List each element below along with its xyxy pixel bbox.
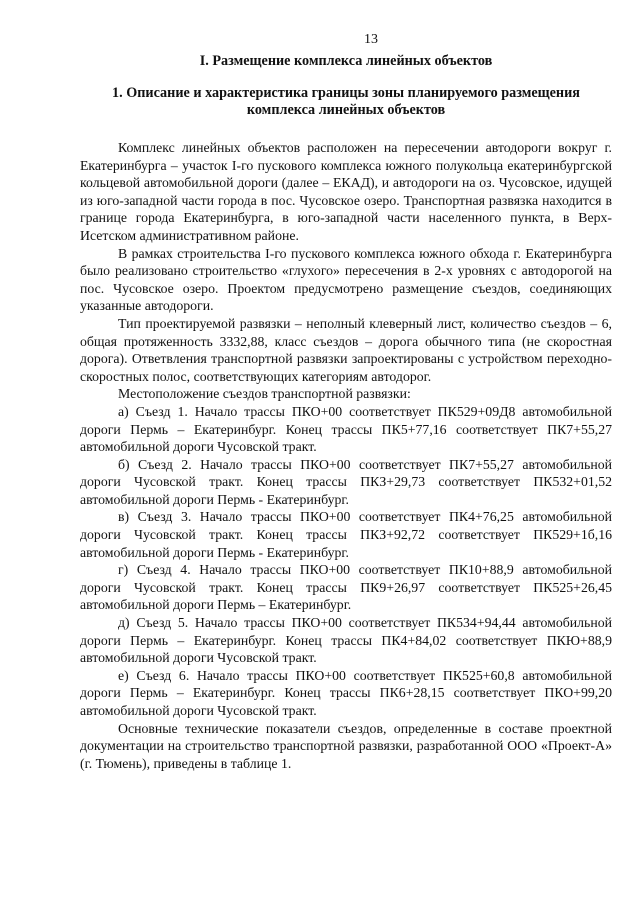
paragraph-interchange-type: Тип проектируемой развязки – неполный клеверный лист, количество съездов – 6, общая протяженность 3332,88, класс съездов – дорога обычного типа (не скоростная дорога). Ответвления транспортной развязки запроектированы с устройством переходно-скоростных полос, соответствующих категориям автодорог. <box>80 315 612 384</box>
paragraph-technical-indicators: Основные технические показатели съездов, определенные в составе проектной документации на строительство транспортной развязки, разработанной ООО «Проект-А» (г. Тюмень), приведены в таблице 1. <box>80 720 612 771</box>
subsection-title: 1. Описание и характеристика границы зоны планируемого размещения комплекса линейных объектов <box>112 85 580 118</box>
paragraph-ramp-3: в) Съезд 3. Начало трассы ПКО+00 соответствует ПК4+76,25 автомобильной дороги Чусовской тракт. Конец трассы ПКЗ+92,72 соответствует ПК529+1б,16 автомобильной дороги Пермь - Екатеринбург. <box>80 509 612 560</box>
paragraph-ramp-6: е) Съезд 6. Начало трассы ПКО+00 соответствует ПК525+60,8 автомобильной дороги Пермь – Екатеринбург. Конец трассы ПК6+28,15 соответствует ПКО+99,20 автомобильной дороги Чусовской тракт. <box>80 667 612 718</box>
section-title: I. Размещение комплекса линейных объектов <box>199 53 493 69</box>
page-number: 13 <box>364 32 378 47</box>
body-text <box>80 139 612 772</box>
paragraph-ramp-2: б) Съезд 2. Начало трассы ПКО+00 соответствует ПК7+55,27 автомобильной дороги Чусовской тракт. Конец трассы ПКЗ+29,73 соответствует ПК532+01,52 автомобильной дороги Пермь - Екатеринбург. <box>80 456 612 507</box>
paragraph-ramps-heading: Местоположение съездов транспортной развязки: <box>118 386 411 402</box>
paragraph-ramp-5: д) Съезд 5. Начало трассы ПКО+00 соответствует ПК534+94,44 автомобильной дороги Пермь – Екатеринбург. Конец трассы ПК4+84,02 соответствует ПКЮ+88,9 автомобильной дороги Чусовской тракт. <box>80 615 612 666</box>
paragraph-location-description: Комплекс линейных объектов расположен на пересечении автодороги вокруг г. Екатеринбурга – участок I-го пускового комплекса южного полукольца екатеринбургской кольцевой автомобильной дороги (далее – ЕКАД), и автодороги на оз. Чусовское, идущей из юго-западной части города в пос. Чусовское озеро. Транспортная развязка находится в границе города Екатеринбурга, в юго-западной части населенного пункта, в Верх-Исетском административном районе. <box>80 140 612 243</box>
paragraph-ramp-4: г) Съезд 4. Начало трассы ПКО+00 соответствует ПК10+88,9 автомобильной дороги Чусовской тракт. Конец трассы ПК9+26,97 соответствует ПК525+26,45 автомобильной дороги Пермь – Екатеринбург. <box>80 562 612 613</box>
paragraph-construction: В рамках строительства I-го пускового комплекса южного обхода г. Екатеринбурга было реализовано строительство «глухого» пересечения в 2-х уровнях с автодорогой на пос. Чусовское озеро. Проектом предусмотрено размещение съездов, соединяющих указанные автодороги. <box>80 245 612 314</box>
paragraph-ramp-1: а) Съезд 1. Начало трассы ПКО+00 соответствует ПК529+09Д8 автомобильной дороги Пермь – Екатеринбург. Конец трассы ПК5+77,16 соответствует ПК7+55,27 автомобильной дороги Чусовской тракт. <box>80 403 612 455</box>
